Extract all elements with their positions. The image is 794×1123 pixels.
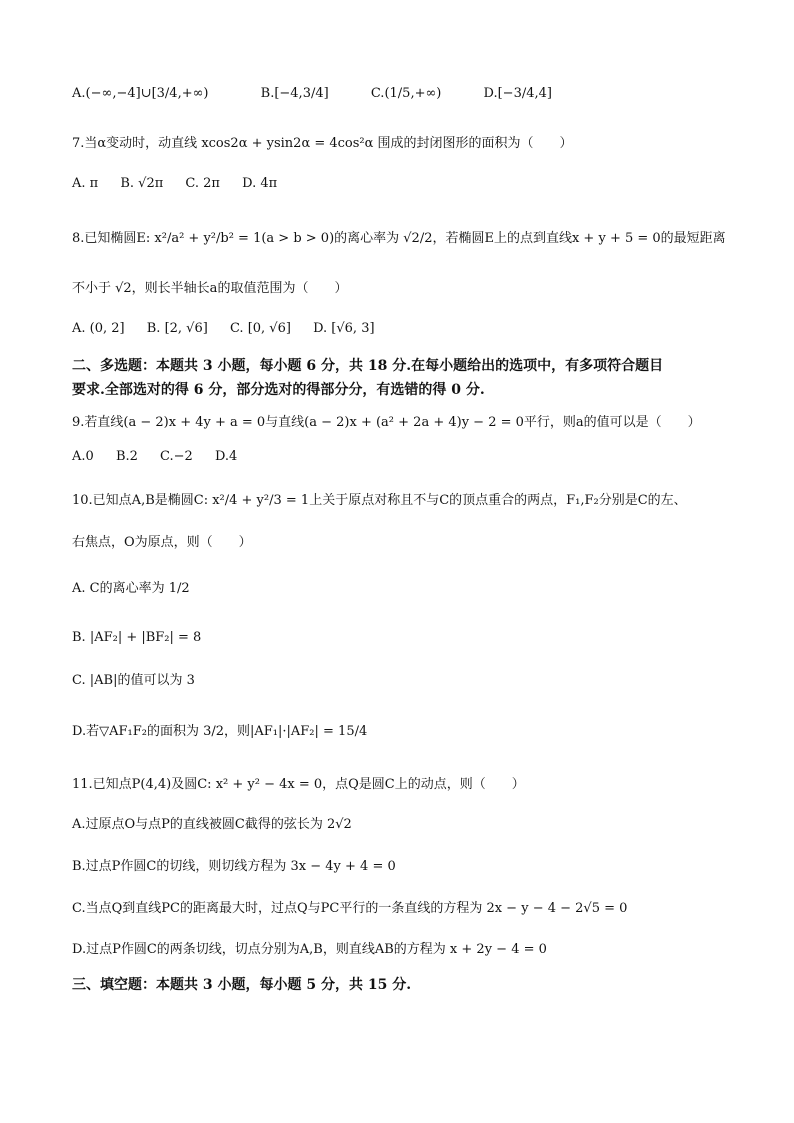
q8-option-c: C. [0, √6]	[229, 321, 291, 336]
q7-stem: 7.当α变动时，动直线 xcos2α + ysin2α = 4cos²α 围成的封闭图形的面积为（ ）	[72, 136, 573, 151]
q11-stem: 11.已知点P(4,4)及圆C: x² + y² − 4x = 0，点Q是圆C上的动点，则（ ）	[72, 777, 525, 792]
q9-option-c: C.−2	[160, 449, 193, 464]
section-3-heading: 三、填空题：本题共 3 小题，每小题 5 分，共 15 分.	[72, 977, 412, 993]
q10-option-a: A. C的离心率为 1/2	[72, 581, 190, 596]
q8-options	[72, 319, 393, 339]
q10-option-c: C. |AB|的值可以为 3	[72, 673, 195, 688]
q7-option-c: C. 2π	[185, 176, 220, 191]
q7-option-d: D. 4π	[242, 176, 278, 191]
q7-options	[72, 174, 295, 194]
q9-option-a: A.0	[72, 449, 94, 464]
q8-stem-line2: 不小于 √2，则长半轴长a的取值范围为（ ）	[72, 281, 348, 296]
q10-stem-line1: 10.已知点A,B是椭圆C: x²/4 + y²/3 = 1上关于原点对称且不与C的顶点重合的两点，F₁,F₂分别是C的左、	[72, 493, 687, 508]
q11-option-b: B.过点P作圆C的切线，则切线方程为 3x − 4y + 4 = 0	[72, 859, 396, 874]
q7-option-b: B. √2π	[120, 176, 164, 191]
q9-options	[72, 447, 255, 467]
q10-option-b: B. |AF₂| + |BF₂| = 8	[72, 630, 202, 645]
q8-option-a: A. (0, 2]	[72, 321, 125, 336]
q11-option-d: D.过点P作圆C的两条切线，切点分别为A,B，则直线AB的方程为 x + 2y − 4 = 0	[72, 942, 547, 957]
q6-option-a: A.(−∞,−4]∪[3/4,+∞)	[72, 86, 209, 101]
q11-option-c: C.当点Q到直线PC的距离最大时，过点Q与PC平行的一条直线的方程为 2x − y − 4 − 2√5 = 0	[72, 901, 628, 916]
q10-stem-line2: 右焦点，O为原点，则（ ）	[72, 535, 252, 550]
q8-option-b: B. [2, √6]	[146, 321, 208, 336]
q7-option-a: A. π	[72, 176, 99, 191]
q11-option-a: A.过原点O与点P的直线被圆C截得的弦长为 2√2	[72, 817, 352, 832]
q9-option-d: D.4	[214, 449, 238, 464]
q8-option-d: D. [√6, 3]	[313, 321, 375, 336]
q6-options	[72, 84, 570, 104]
q6-option-d: D.[−3/4,4]	[483, 86, 552, 101]
q9-stem: 9.若直线(a − 2)x + 4y + a = 0与直线(a − 2)x + (a² + 2a + 4)y − 2 = 0平行，则a的值可以是（ ）	[72, 415, 701, 430]
q8-stem-line1: 8.已知椭圆E: x²/a² + y²/b² = 1(a > b > 0)的离心率为 √2/2，若椭圆E上的点到直线x + y + 5 = 0的最短距离	[72, 231, 726, 246]
section-2-heading: 二、多选题：本题共 3 小题，每小题 6 分，共 18 分.在每小题给出的选项中，有多项符合题目	[72, 358, 664, 374]
section-2-heading-line2: 要求.全部选对的得 6 分，部分选对的得部分分，有选错的得 0 分.	[72, 382, 485, 398]
q6-option-b: B.[−4,3/4]	[260, 86, 329, 101]
q6-option-c: C.(1/5,+∞)	[370, 86, 442, 101]
q9-option-b: B.2	[115, 449, 138, 464]
q10-option-d: D.若▽AF₁F₂的面积为 3/2，则|AF₁|·|AF₂| = 15/4	[72, 724, 368, 739]
